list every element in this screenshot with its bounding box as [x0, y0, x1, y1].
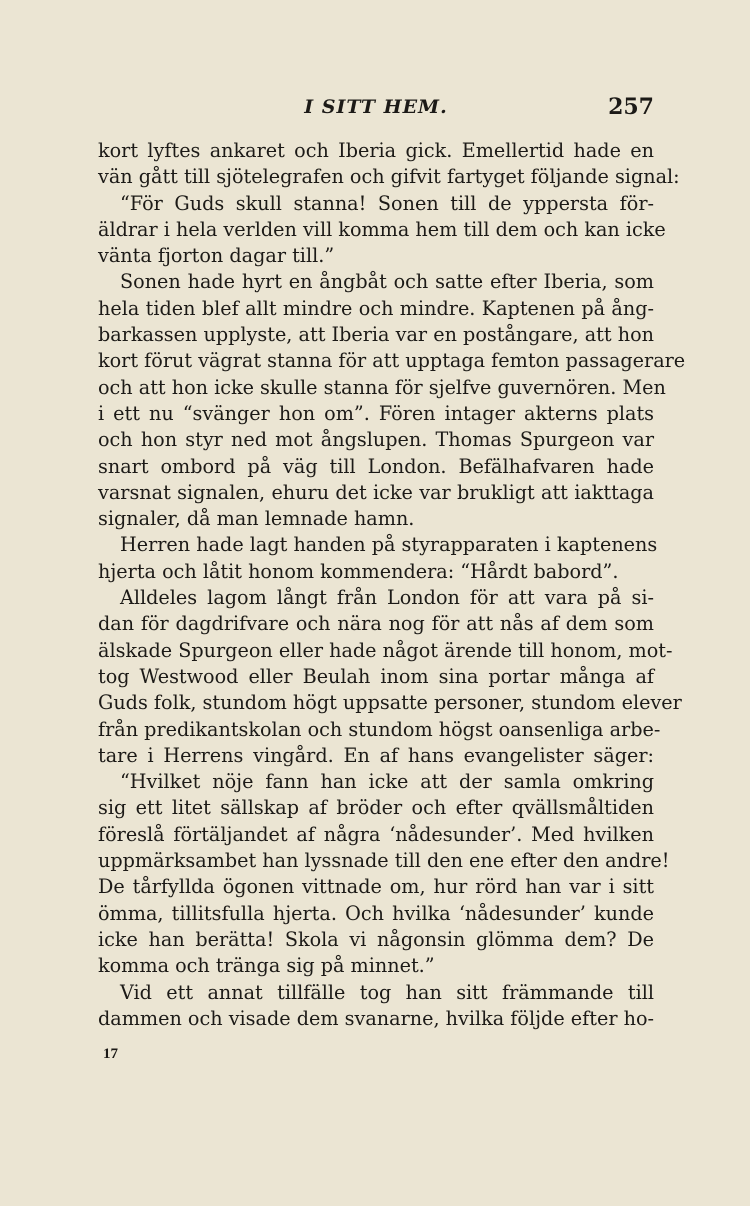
text-line: och hon styr ned mot ångslupen. Thomas Spurgeon var — [98, 428, 654, 452]
text-line: Guds folk, stundom högt uppsatte personer, stundom elever — [98, 691, 682, 715]
text-line: och att hon icke skulle stanna för sjelfve guvernören. Men — [98, 375, 666, 399]
text-line: tare i Herrens vingård. En af hans evangelister säger: — [98, 743, 654, 767]
text-line: föreslå förtäljandet af några ‘nådesunder’. Med hvilken — [98, 822, 654, 846]
text-line: tog Westwood eller Beulah inom sina portar många af — [98, 664, 654, 688]
signature-mark: 17 — [103, 1046, 118, 1062]
body-text — [98, 138, 686, 1032]
text-line: vän gått till sjötelegrafen och gifvit fartyget följande signal: — [98, 165, 680, 189]
text-line: Alldeles lagom långt från London för att vara på si- — [120, 586, 654, 610]
text-line: hjerta och låtit honom kommendera: “Hårdt babord”. — [98, 559, 619, 583]
running-title: I SITT HEM. — [304, 96, 448, 118]
text-line: vänta fjorton dagar till.” — [98, 244, 335, 268]
text-line: varsnat signalen, ehuru det icke var brukligt att iakttaga — [98, 480, 654, 504]
text-line: ömma, tillitsfulla hjerta. Och hvilka ‘nådesunder’ kunde — [98, 901, 654, 925]
text-line: älskade Spurgeon eller hade något ärende till honom, mot- — [98, 638, 673, 662]
text-line: uppmärksambet han lyssnade till den ene efter den andre! — [98, 849, 670, 873]
text-line: Vid ett annat tillfälle tog han sitt främmande till — [120, 980, 654, 1004]
text-line: dammen och visade dem svanarne, hvilka följde efter ho- — [98, 1006, 654, 1030]
text-line: sig ett litet sällskap af bröder och efter qvällsmåltiden — [98, 796, 654, 820]
text-line: “Hvilket nöje fann han icke att der samla omkring — [120, 770, 654, 794]
text-line: äldrar i hela verlden vill komma hem till dem och kan icke — [98, 217, 666, 241]
text-line: icke han berätta! Skola vi någonsin glömma dem? De — [98, 927, 654, 951]
text-line: i ett nu “svänger hon om”. Fören intager akterns plats — [98, 401, 654, 425]
text-line: barkassen upplyste, att Iberia var en postångare, att hon — [98, 323, 654, 347]
text-line: hela tiden blef allt mindre och mindre. Kaptenen på ång- — [98, 296, 654, 320]
text-line: Herren hade lagt handen på styrapparaten i kaptenens — [120, 533, 658, 557]
text-line: kort lyftes ankaret och Iberia gick. Emellertid hade en — [98, 139, 654, 162]
text-line: dan för dagdrifvare och nära nog för att nås af dem som — [98, 612, 654, 636]
page-header — [96, 96, 656, 122]
text-line: Sonen hade hyrt en ångbåt och satte efter Iberia, som — [120, 270, 654, 294]
text-line: kort förut vägrat stanna för att upptaga femton passagerare — [98, 349, 686, 373]
page-number: 257 — [608, 94, 654, 120]
text-line: från predikantskolan och stundom högst oansenliga arbe- — [98, 717, 661, 741]
text-line: signaler, då man lemnade hamn. — [98, 507, 415, 531]
text-line: komma och tränga sig på minnet.” — [98, 954, 435, 978]
text-line: De tårfyllda ögonen vittnade om, hur rörd han var i sitt — [98, 875, 654, 899]
text-line: “För Guds skull stanna! Sonen till de yppersta för- — [120, 191, 654, 215]
text-line: snart ombord på väg till London. Befälhafvaren hade — [98, 454, 654, 478]
